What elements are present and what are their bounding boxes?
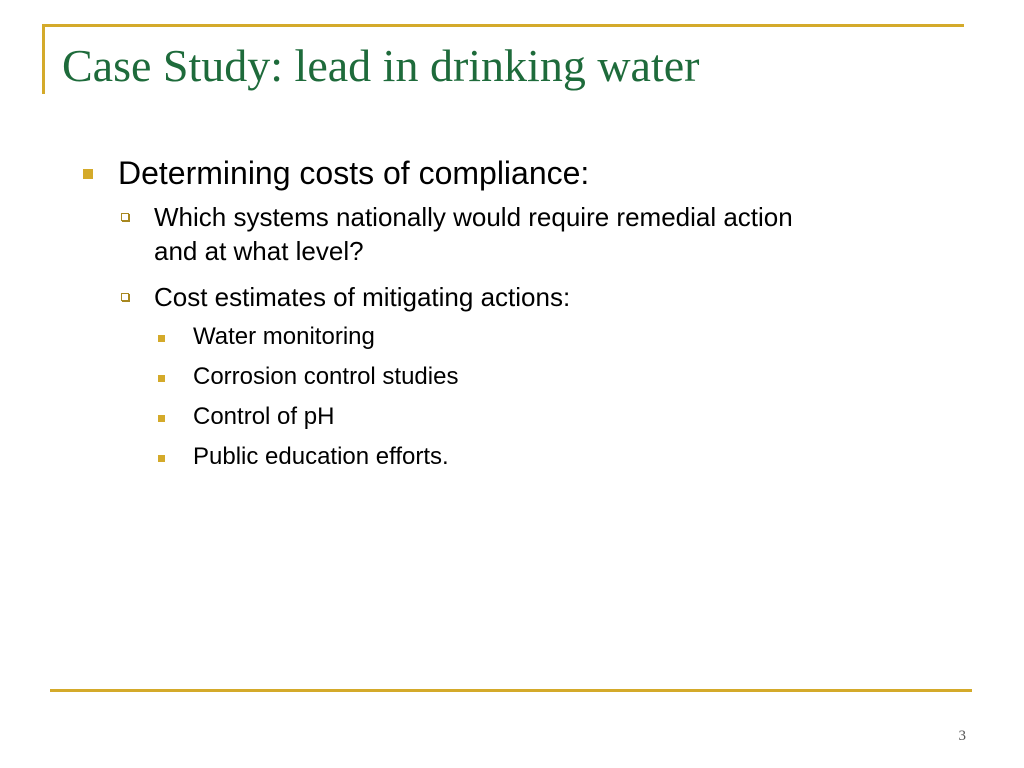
bullet-text-line1: Which systems nationally would require remedial action [154, 202, 793, 232]
slide-body [80, 152, 960, 472]
bottom-rule-line [50, 689, 972, 692]
bullet-level1 [80, 152, 960, 194]
square-bullet-icon [158, 375, 165, 382]
bullet-text: Control of pH [193, 403, 335, 430]
bullet-level3 [156, 442, 960, 472]
bullet-level3 [156, 402, 960, 432]
bullet-text: Public education efforts. [193, 443, 449, 470]
hollow-square-bullet-icon [121, 213, 129, 221]
square-bullet-icon [158, 415, 165, 422]
bullet-text: Determining costs of compliance: [118, 155, 590, 191]
square-bullet-icon [158, 455, 165, 462]
bullet-text: Corrosion control studies [193, 363, 459, 390]
left-frame-line [42, 24, 45, 94]
square-bullet-icon [83, 169, 93, 179]
bullet-level3 [156, 322, 960, 352]
bullet-text-line2: and at what level? [154, 236, 364, 266]
square-bullet-icon [158, 335, 165, 342]
page-number: 3 [958, 728, 966, 744]
hollow-square-bullet-icon [121, 293, 129, 301]
bullet-level2 [118, 200, 960, 268]
bullet-level3 [156, 362, 960, 392]
slide-title: Case Study: lead in drinking water [62, 40, 700, 91]
bullet-text: Water monitoring [193, 323, 375, 350]
bullet-level2 [118, 280, 960, 314]
bullet-text: Cost estimates of mitigating actions: [154, 282, 571, 312]
top-frame-line [42, 24, 964, 27]
